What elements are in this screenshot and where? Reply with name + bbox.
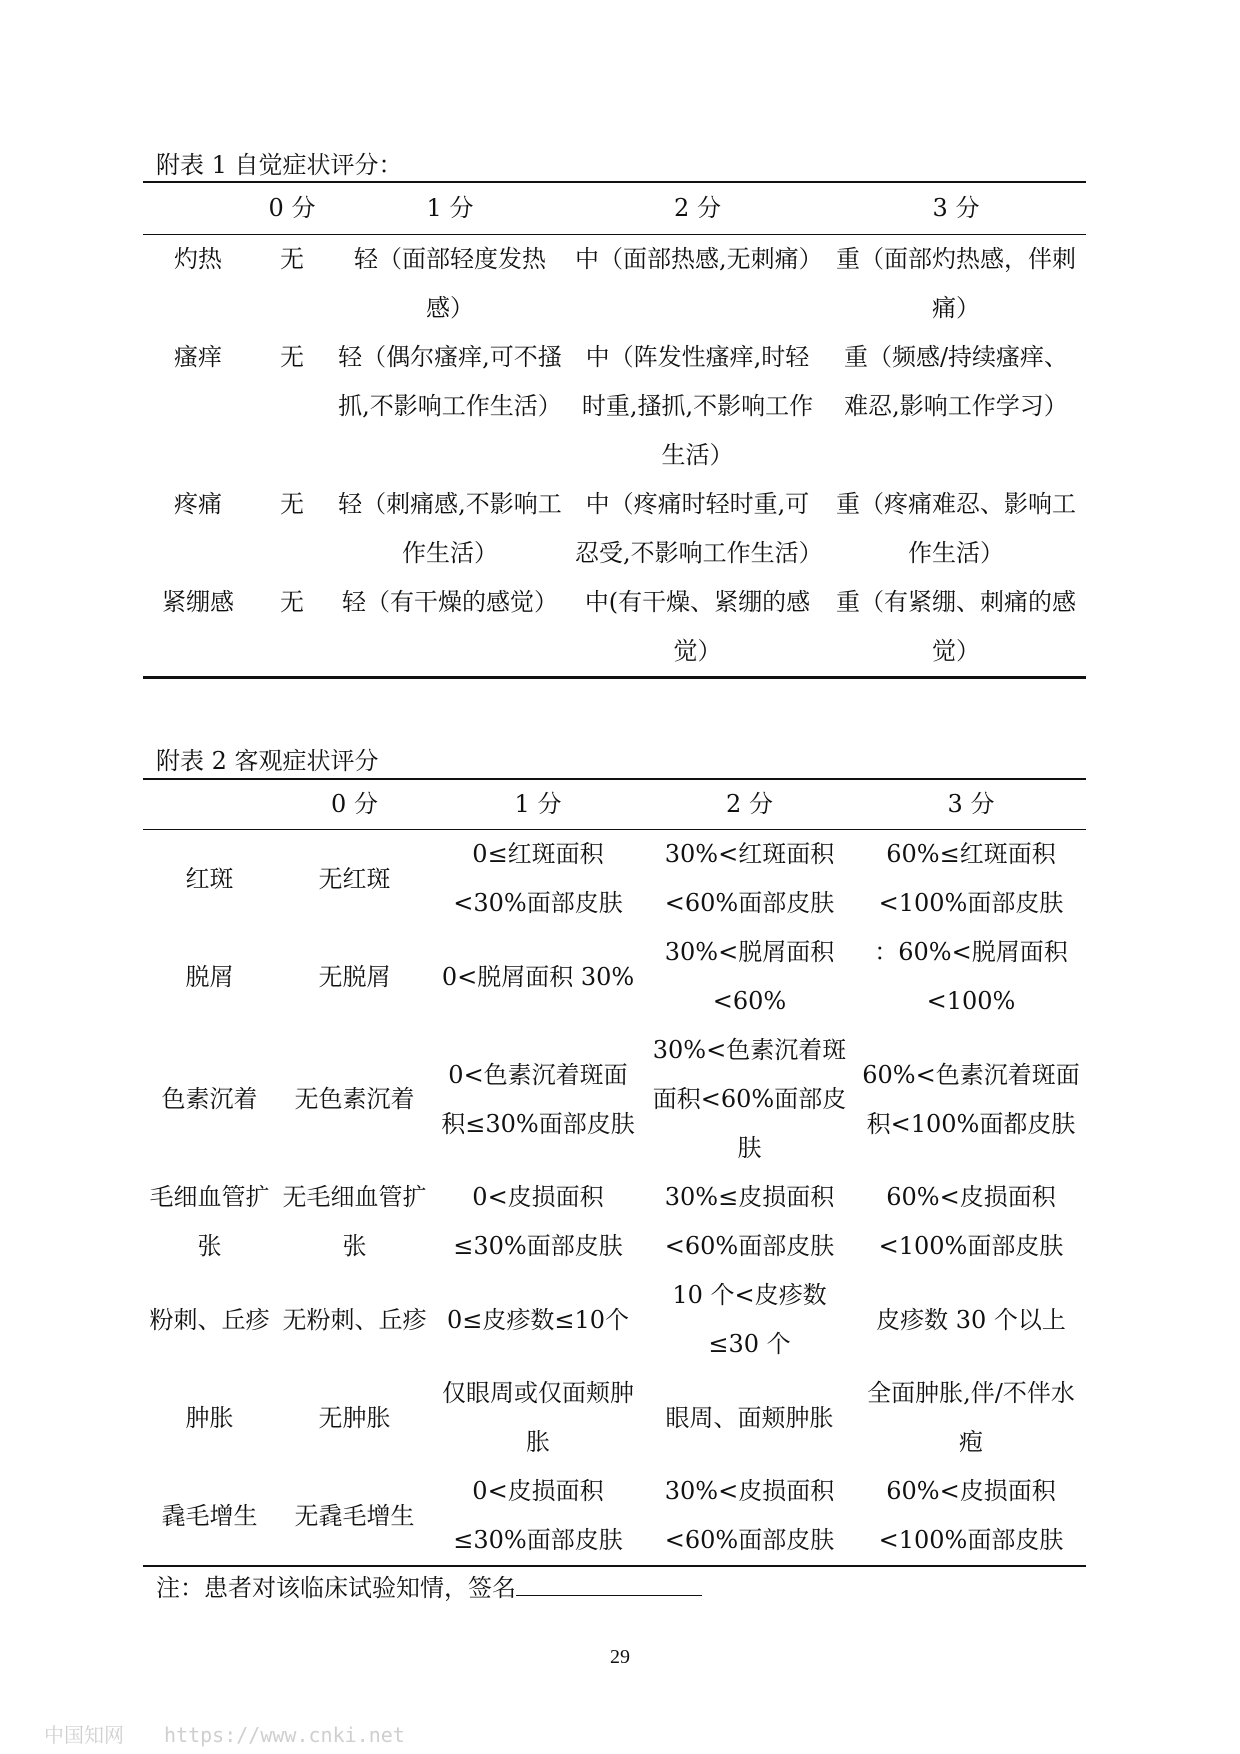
consent-note-text: 注：患者对该临床试验知情，签名 [156, 1574, 516, 1602]
table-cell: 无色素沉着 [294, 1085, 415, 1113]
table-row [143, 235, 1086, 334]
table-cell: 肿胀 [185, 1403, 234, 1432]
table-cell: 重（疼痛难忍、影响工作生活） [836, 490, 1076, 567]
table-cell: ：60%<脱屑面积<100% [874, 938, 1068, 1015]
table2-header-cell: 0 分 [276, 779, 433, 830]
table1-header-row [143, 182, 1086, 235]
table1-header-cell: 1 分 [331, 182, 569, 235]
table-cell: 无 [280, 343, 304, 371]
table-cell: 30%<红斑面积<60%面部皮肤 [664, 840, 835, 917]
table-row [143, 928, 1086, 1026]
table-cell: 轻（刺痛感,不影响工作生活） [338, 490, 562, 567]
table1-caption: 附表 1 自觉症状评分： [156, 151, 403, 179]
table-cell: 30%≤皮损面积<60%面部皮肤 [664, 1183, 835, 1260]
table2-header-row [143, 779, 1086, 830]
table-cell: 全面肿胀,伴/不伴水疱 [867, 1379, 1075, 1456]
table-cell: 无肿胀 [318, 1403, 391, 1432]
table-cell: 色素沉着 [161, 1085, 258, 1113]
table2-header-cell: 2 分 [643, 779, 856, 830]
table-cell: 0<皮损面积≤30%面部皮肤 [453, 1183, 623, 1260]
table-cell: 30%<皮损面积<60%面部皮肤 [664, 1477, 835, 1554]
table-cell: 瘙痒 [174, 343, 222, 371]
table-row [143, 1271, 1086, 1369]
table-cell: 红斑 [185, 864, 234, 893]
table-cell: 无 [280, 245, 304, 273]
table-cell: 0<皮损面积≤30%面部皮肤 [453, 1477, 623, 1554]
table-cell: 30%<脱屑面积<60% [664, 938, 835, 1015]
table-cell: 0≤红斑面积<30%面部皮肤 [453, 840, 623, 917]
table-cell: 眼周、面颊肿胀 [665, 1403, 834, 1432]
table-cell: 0≤皮疹数≤10个 [446, 1305, 630, 1334]
table-row [143, 333, 1086, 480]
table-cell: 无红斑 [318, 864, 391, 893]
table-cell: 0<色素沉着斑面积≤30%面部皮肤 [441, 1060, 635, 1138]
table1-header-cell [143, 182, 253, 235]
table-cell: 无粉刺、丘疹 [282, 1305, 427, 1334]
table-cell: 毛细血管扩张 [149, 1183, 270, 1260]
table-cell: 重（频感/持续瘙痒、难忍,影响工作学习） [843, 343, 1069, 420]
table-cell: 中(有干燥、紧绷的感觉） [584, 588, 811, 665]
table-cell: 无脱屑 [318, 962, 391, 991]
signature-line [516, 1573, 702, 1596]
table2-caption: 附表 2 客观症状评分 [156, 747, 379, 775]
table-cell: 30%<色素沉着斑面积<60%面部皮肤 [652, 1036, 847, 1162]
table-cell: 无 [280, 490, 304, 518]
table-row [143, 1369, 1086, 1467]
objective-symptom-table [143, 778, 1086, 1567]
table2-header-cell [143, 779, 276, 830]
page-number: 29 [610, 1646, 630, 1668]
table-row [143, 1467, 1086, 1566]
subjective-symptom-table [143, 181, 1086, 679]
table-cell: 无毳毛增生 [294, 1501, 415, 1530]
table1-header-cell: 3 分 [826, 182, 1086, 235]
table-cell: 无毛细血管扩张 [282, 1183, 427, 1260]
table-cell: 中（面部热感,无刺痛） [575, 245, 823, 273]
table-cell: 紧绷感 [162, 588, 234, 616]
table-cell: 轻（面部轻度发热感） [354, 245, 546, 322]
consent-note [156, 1573, 702, 1603]
table-cell: 灼热 [174, 245, 222, 273]
table-cell: 轻（有干燥的感觉） [342, 588, 558, 616]
table-cell: 0<脱屑面积 30% [441, 962, 635, 991]
table-cell: 毳毛增生 [161, 1501, 258, 1530]
table-row [143, 1026, 1086, 1173]
table-cell: 重（有紧绷、刺痛的感觉） [836, 588, 1076, 665]
table-row [143, 578, 1086, 678]
table-cell: 60%<皮损面积<100%面部皮肤 [878, 1477, 1064, 1554]
table-cell: 皮疹数 30 个以上 [876, 1305, 1066, 1334]
table2-header-cell: 1 分 [433, 779, 643, 830]
watermark-site-name: 中国知网 [44, 1723, 124, 1747]
table-row [143, 480, 1086, 578]
table-row [143, 830, 1086, 929]
table-cell: 粉刺、丘疹 [149, 1305, 270, 1334]
table-cell: 脱屑 [185, 962, 234, 991]
table2-header-cell: 3 分 [856, 779, 1086, 830]
table-cell: 轻（偶尔瘙痒,可不搔抓,不影响工作生活） [338, 343, 562, 420]
table-cell: 60%≤红斑面积<100%面部皮肤 [878, 840, 1064, 917]
table1-header-cell: 0 分 [253, 182, 331, 235]
table-cell: 无 [280, 588, 304, 616]
table-cell: 10 个<皮疹数≤30 个 [672, 1281, 827, 1358]
table-row [143, 1173, 1086, 1271]
table-cell: 重（面部灼热感，伴刺痛） [836, 245, 1076, 322]
watermark [44, 1719, 445, 1748]
table1-header-cell: 2 分 [569, 182, 826, 235]
table-cell: 60%<色素沉着斑面积<100%面都皮肤 [862, 1060, 1080, 1138]
watermark-url: https://www.cnki.net [164, 1723, 405, 1747]
table-cell: 仅眼周或仅面颊肿胀 [442, 1379, 634, 1456]
table-cell: 中（疼痛时轻时重,可忍受,不影响工作生活） [575, 490, 823, 567]
table-cell: 疼痛 [174, 490, 222, 518]
table-cell: 中（阵发性瘙痒,时轻时重,搔抓,不影响工作生活） [581, 343, 814, 469]
table-cell: 60%<皮损面积<100%面部皮肤 [878, 1183, 1064, 1260]
